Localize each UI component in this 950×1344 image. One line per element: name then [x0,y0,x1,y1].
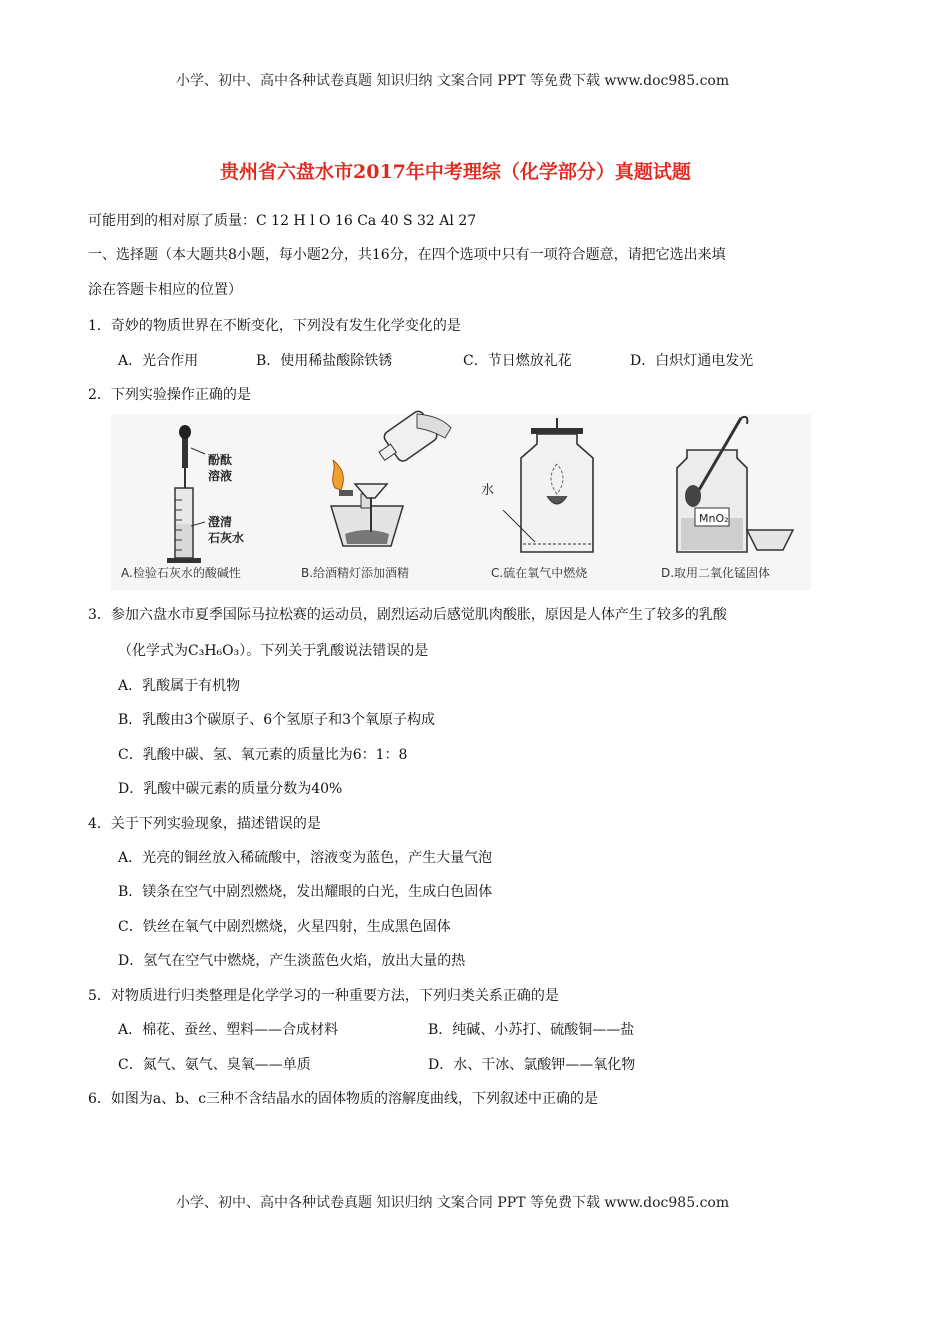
q4-stem: 4．关于下列实验现象，描述错误的是 [88,816,321,832]
caption-a: A.检验石灰水的酸碱性 [121,566,241,580]
label-solution: 溶液 [208,469,233,483]
q4-option-b: B．镁条在空气中剧烈燃烧，发出耀眼的白光，生成白色固体 [118,884,493,900]
q4-option-c: C．铁丝在氧气中剧烈燃烧，火星四射，生成黑色固体 [118,919,451,935]
q3-option-b: B．乳酸由3个碳原子、6个氢原子和3个氧原子构成 [118,712,436,728]
q3-option-d: D．乳酸中碳元素的质量分数为40% [118,781,343,797]
figure-d-mno2-jar [651,414,831,590]
q4-option-a: A．光亮的铜丝放入稀硫酸中，溶液变为蓝色，产生大量气泡 [118,850,493,866]
q5-option-c: C．氮气、氨气、臭氧——单质 [118,1057,311,1073]
q5-option-d: D．水、干冰、氯酸钾——氧化物 [428,1057,636,1073]
q3-option-c: C．乳酸中碳、氢、氧元素的质量比为6：1：8 [118,747,408,763]
figure-b-alcohol-lamp [291,414,471,590]
page-footer: 小学、初中、高中各种试卷真题 知识归纳 文案合同 PPT 等免费下载 www.doc985.com [176,1195,730,1211]
q5-stem: 5．对物质进行归类整理是化学学习的一种重要方法，下列归类关系正确的是 [88,988,559,1004]
q1-option-a: A．光合作用 [118,353,199,369]
atomic-masses: 可能用到的相对原了质量：C 12 H l O 16 Ca 40 S 32 Al 27 [88,213,477,229]
label-water: 水 [481,483,495,498]
q1-stem: 1．奇妙的物质世界在不断变化，下列没有发生化学变化的是 [88,318,461,334]
label-limewater: 石灰水 [208,531,245,545]
page-title: 贵州省六盘水市2017年中考理综（化学部分）真题试题 [220,161,691,183]
caption-b: B.给酒精灯添加酒精 [301,566,410,580]
label-phenol: 酚酞 [208,453,233,467]
q1-option-d: D．白炽灯通电发光 [630,353,754,369]
section1-instructions-line2: 涂在答题卡相应的位置） [88,282,242,298]
q6-stem: 6．如图为a、b、c三种不含结晶水的固体物质的溶解度曲线，下列叙述中正确的是 [88,1091,599,1107]
q4-option-d: D．氢气在空气中燃烧，产生淡蓝色火焰，放出大量的热 [118,953,466,969]
q1-option-c: C．节日燃放礼花 [463,353,572,369]
label-mno2: MnO₂ [699,512,729,525]
caption-c: C.硫在氧气中燃烧 [491,566,588,580]
q3-option-a: A．乳酸属于有机物 [118,678,241,694]
q3-stem-line2: （化学式为C₃H₆O₃）。下列关于乳酸说法错误的是 [118,643,429,659]
figure-c-sulfur-jar [471,414,651,590]
q3-stem-line1: 3．参加六盘水市夏季国际马拉松赛的运动员，剧烈运动后感觉肌肉酸胀，原因是人体产生了较多的乳酸 [88,607,727,623]
section1-instructions-line1: 一、选择题（本大题共8小题，每小题2分，共16分，在四个选项中只有一项符合题意，请把它选出来填 [88,247,726,263]
q2-stem: 2．下列实验操作正确的是 [88,387,251,403]
q1-option-b: B．使用稀盐酸除铁锈 [256,353,393,369]
caption-d: D.取用二氧化锰固体 [661,566,771,580]
figure-a-cylinder-dropper [111,414,291,590]
q5-option-a: A．棉花、蚕丝、塑料——合成材料 [118,1022,339,1038]
q5-option-b: B．纯碱、小苏打、硫酸铜——盐 [428,1022,635,1038]
page-header: 小学、初中、高中各种试卷真题 知识归纳 文案合同 PPT 等免费下载 www.doc985.com [176,73,730,89]
label-clear: 澄清 [208,515,233,529]
